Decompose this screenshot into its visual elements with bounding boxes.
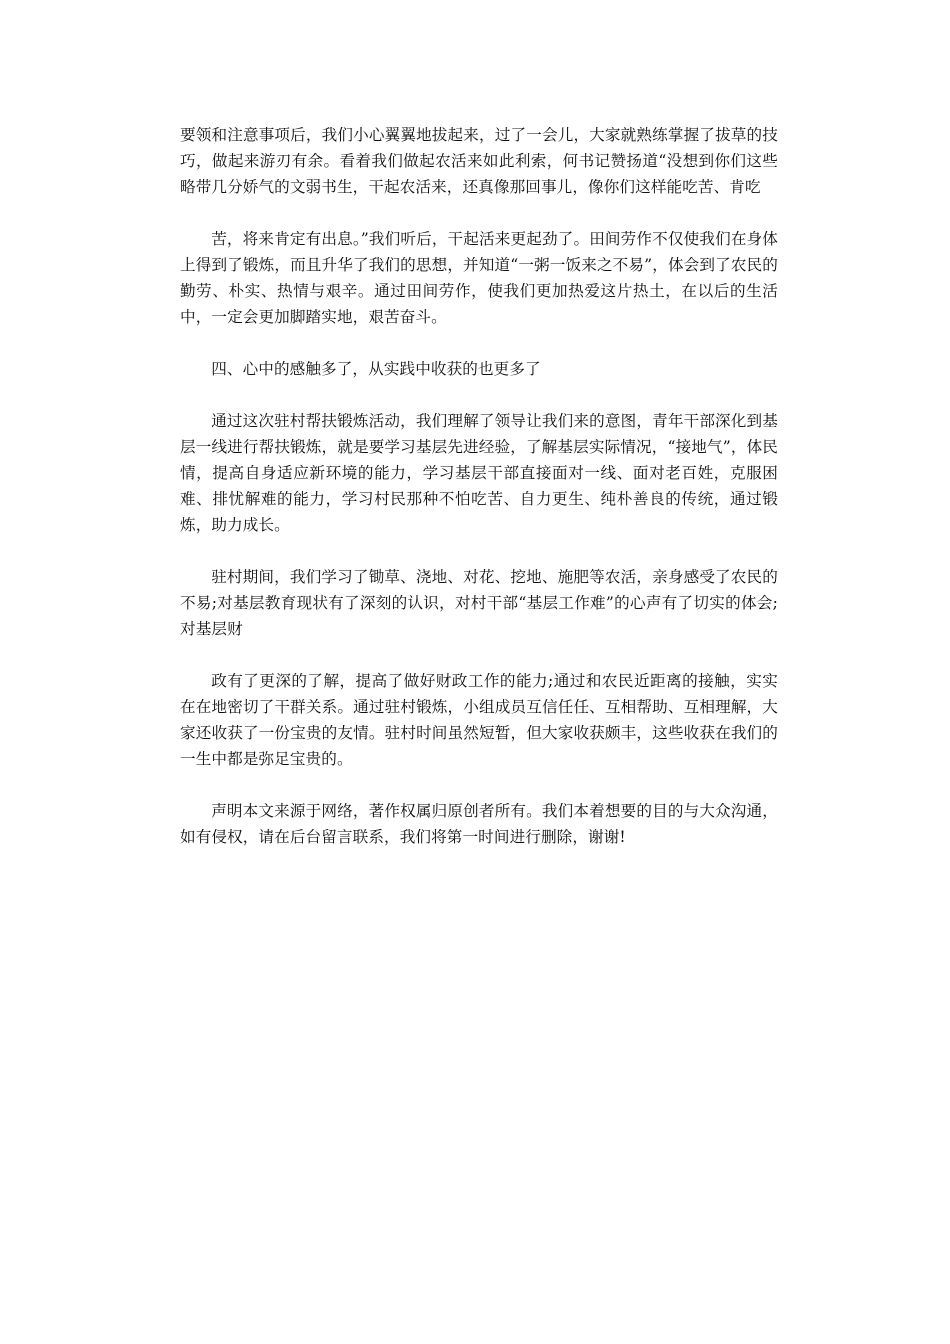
paragraph-continuation: 要领和注意事项后，我们小心翼翼地拔起来，过了一会儿，大家就熟练掌握了拔草的技巧，做起来游刃有余。看着我们做起农活来如此利索，何书记赞扬道“没想到你们这些略带几分娇气的文弱书生，干起农活来，还真像那回事儿，像你们这样能吃苦、肯吃 — [180, 126, 778, 196]
paragraph-village-period: 驻村期间，我们学习了锄草、浇地、对花、挖地、施肥等农活，亲身感受了农民的不易;对基层教育现状有了深刻的认识，对村干部“基层工作难”的心声有了切实的体会;对基层财 — [180, 568, 778, 638]
paragraph-finance: 政有了更深的了解，提高了做好财政工作的能力;通过和农民近距离的接触，实实在在地密切了干群关系。通过驻村锻炼，小组成员互信任任、互相帮助、互相理解，大家还收获了一份宝贵的友情。驻村时间虽然短暂，但大家收获颇丰，这些收获在我们的一生中都是弥足宝贵的。 — [180, 672, 778, 768]
copyright-notice: 声明本文来源于网络，著作权属归原创者所有。我们本着想要的目的与大众沟通，如有侵权，请在后台留言联系，我们将第一时间进行删除，谢谢! — [180, 802, 778, 846]
document-body — [180, 122, 778, 876]
paragraph-field-work: 苦，将来肯定有出息。”我们听后，干起活来更起劲了。田间劳作不仅使我们在身体上得到了锻炼，而且升华了我们的思想，并知道“一粥一饭来之不易”，体会到了农民的勤劳、朴实、热情与艰辛。通过田间劳作，使我们更加热爱这片热土，在以后的生活中，一定会更加脚踏实地，艰苦奋斗。 — [180, 230, 778, 326]
section-heading: 四、心中的感触多了，从实践中收获的也更多了 — [211, 360, 541, 378]
paragraph-understanding: 通过这次驻村帮扶锻炼活动，我们理解了领导让我们来的意图，青年干部深化到基层一线进行帮扶锻炼，就是要学习基层先进经验，了解基层实际情况，“接地气”，体民情，提高自身适应新环境的能力，学习基层干部直接面对一线、面对老百姓，克服困难、排忧解难的能力，学习村民那种不怕吃苦、自力更生、纯朴善良的传统，通过锻炼，助力成长。 — [180, 412, 778, 534]
